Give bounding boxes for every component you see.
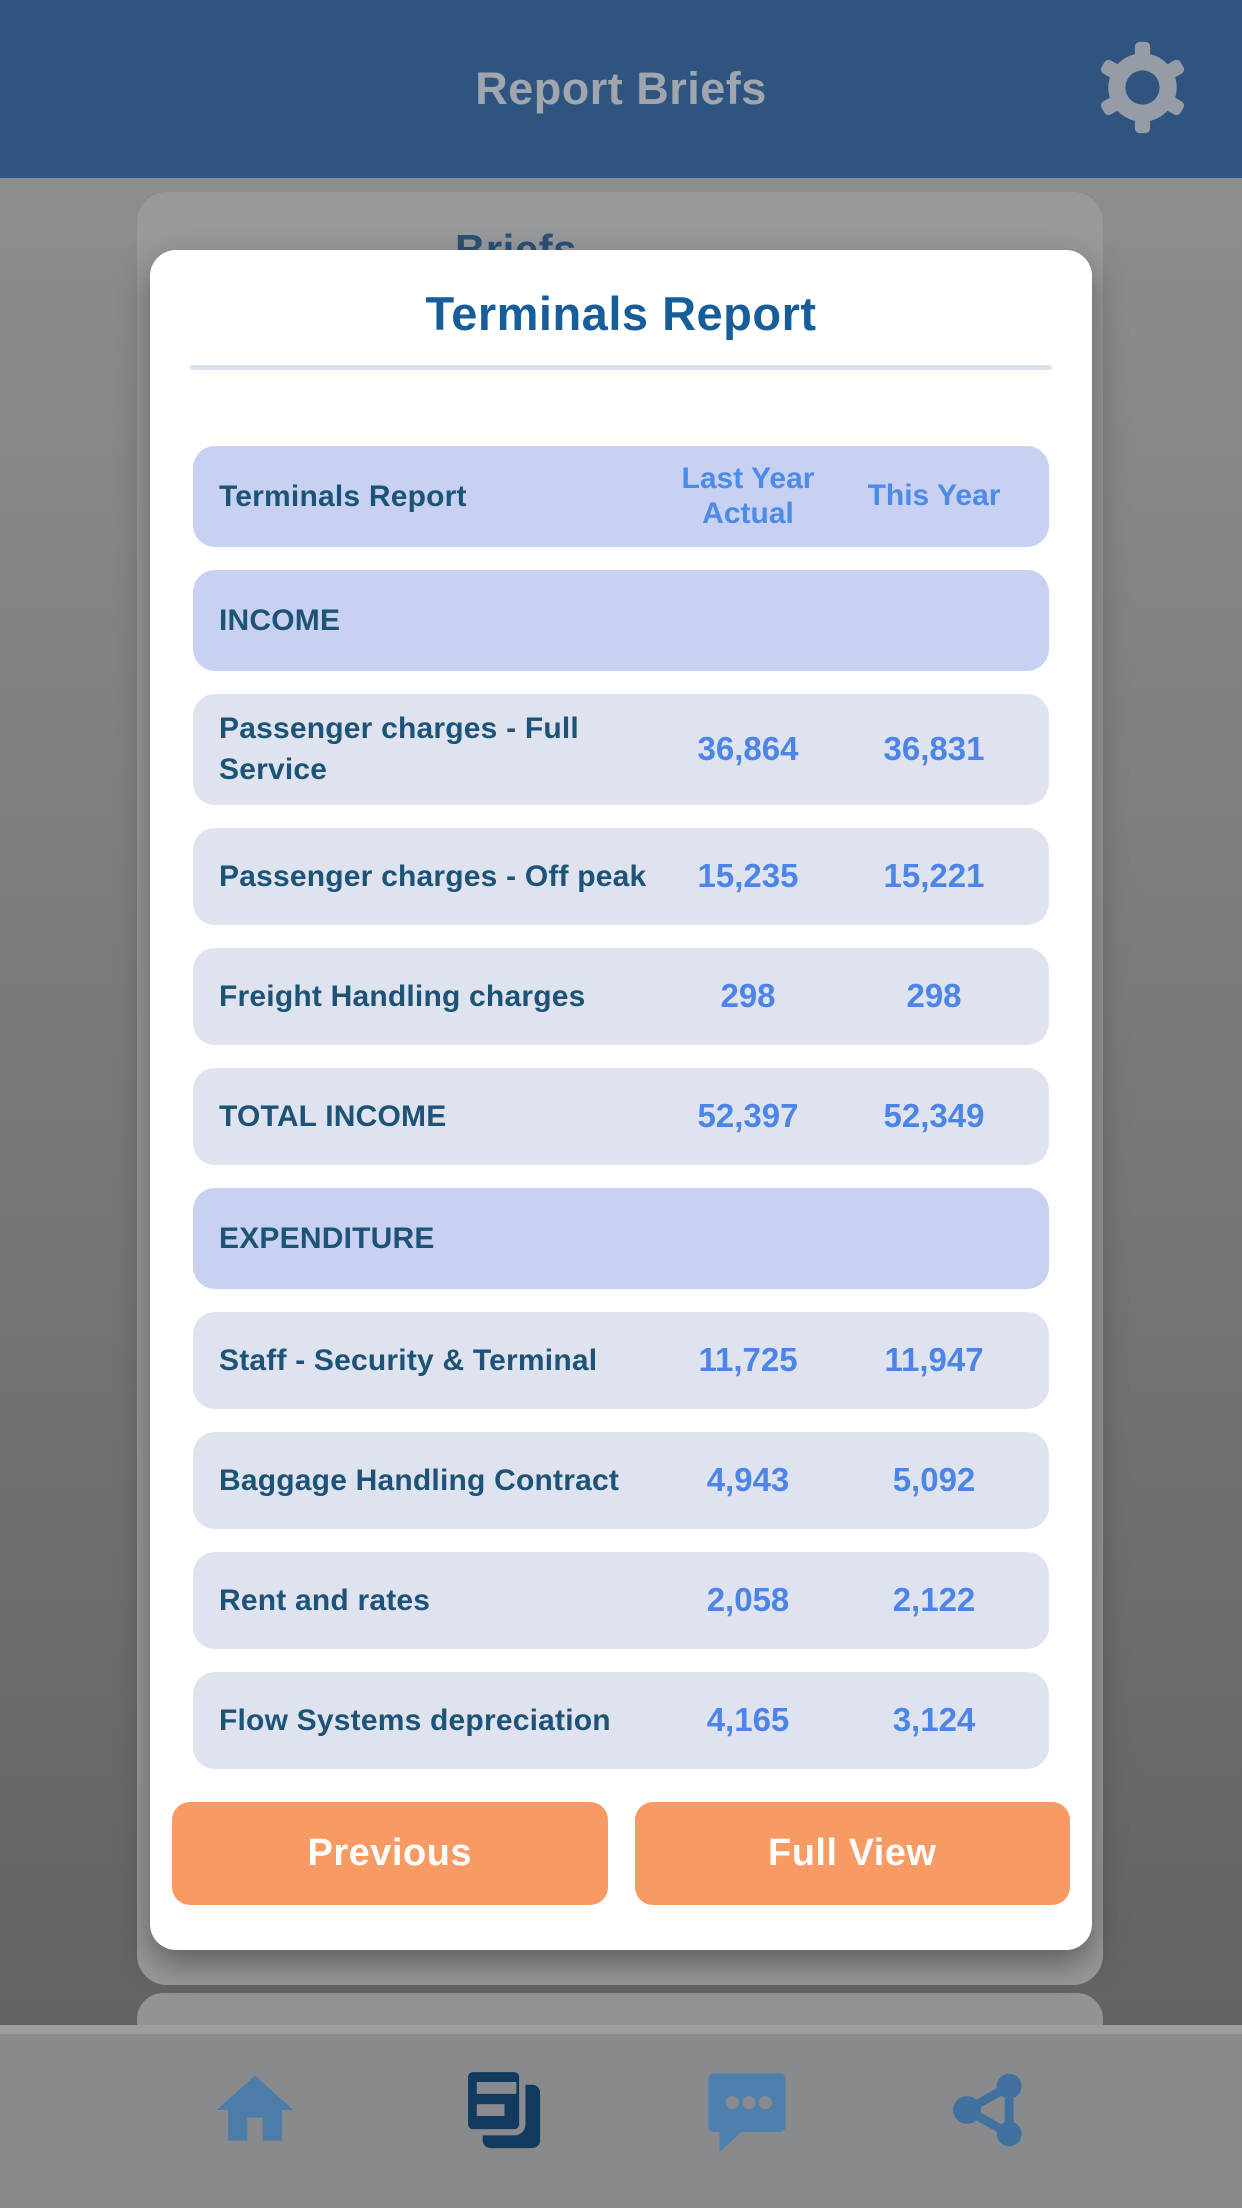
share-icon [945, 2142, 1033, 2157]
chat-icon [703, 2142, 791, 2157]
next-brief-card [137, 1993, 1103, 2025]
table-row [193, 1068, 1049, 1165]
row-label: Freight Handling charges [219, 979, 586, 1013]
row-last-year-value: 15,235 [697, 857, 799, 895]
row-last-year-value: 4,165 [706, 1701, 790, 1739]
nav-item-chat[interactable] [703, 2066, 791, 2154]
nav-item-share[interactable] [945, 2066, 1033, 2154]
row-this-year-value: 3,124 [892, 1701, 976, 1739]
table-header-row [193, 446, 1049, 547]
row-label: TOTAL INCOME [219, 1099, 447, 1133]
modal-title: Terminals Report [425, 287, 817, 340]
table-row [193, 948, 1049, 1045]
column-header-this-year: This Year [867, 479, 1001, 513]
row-last-year-value: 2,058 [706, 1581, 790, 1619]
section-row [193, 1188, 1049, 1289]
previous-button[interactable]: Previous [172, 1802, 608, 1905]
terminals-report-modal [150, 250, 1092, 1950]
bottom-nav [0, 2025, 1242, 2208]
reports-icon [455, 2146, 550, 2161]
table-row [193, 694, 1049, 805]
row-this-year-value: 11,947 [884, 1341, 984, 1379]
table-row [193, 1552, 1049, 1649]
row-this-year-value: 52,349 [883, 1097, 985, 1135]
row-last-year-value: 36,864 [697, 730, 799, 768]
report-table [193, 446, 1049, 1769]
row-this-year-value: 36,831 [883, 730, 985, 768]
title-divider [190, 365, 1052, 370]
modal-buttons [172, 1802, 1070, 1905]
row-last-year-value: 4,943 [706, 1461, 790, 1499]
row-this-year-value: 15,221 [883, 857, 985, 895]
nav-item-reports[interactable] [455, 2063, 550, 2158]
table-row [193, 1432, 1049, 1529]
table-row [193, 828, 1049, 925]
row-last-year-value: 298 [720, 977, 776, 1015]
row-this-year-value: 298 [906, 977, 962, 1015]
gear-icon [1095, 123, 1190, 138]
nav-item-home[interactable] [209, 2064, 301, 2156]
row-label: Rent and rates [219, 1583, 431, 1617]
row-label: Baggage Handling Contract [219, 1463, 620, 1497]
section-label: INCOME [219, 603, 341, 637]
home-icon [209, 2144, 301, 2159]
row-label: Passenger charges - Off peak [219, 859, 647, 893]
row-label: Flow Systems depreciation [219, 1703, 611, 1737]
section-label: EXPENDITURE [219, 1221, 435, 1255]
row-last-year-value: 52,397 [697, 1097, 799, 1135]
row-this-year-value: 2,122 [892, 1581, 976, 1619]
table-row [193, 1672, 1049, 1769]
settings-button[interactable] [1094, 40, 1190, 136]
row-label: Passenger charges - Full Service [219, 712, 579, 787]
table-row [193, 1312, 1049, 1409]
section-row [193, 570, 1049, 671]
row-last-year-value: 11,725 [698, 1341, 798, 1379]
row-this-year-value: 5,092 [892, 1461, 976, 1499]
page-title: Report Briefs [475, 63, 767, 114]
full-view-button[interactable]: Full View [635, 1802, 1071, 1905]
table-header-label: Terminals Report [219, 479, 467, 513]
column-header-last-year: Last Year Actual [681, 462, 815, 530]
row-label: Staff - Security & Terminal [219, 1343, 598, 1377]
